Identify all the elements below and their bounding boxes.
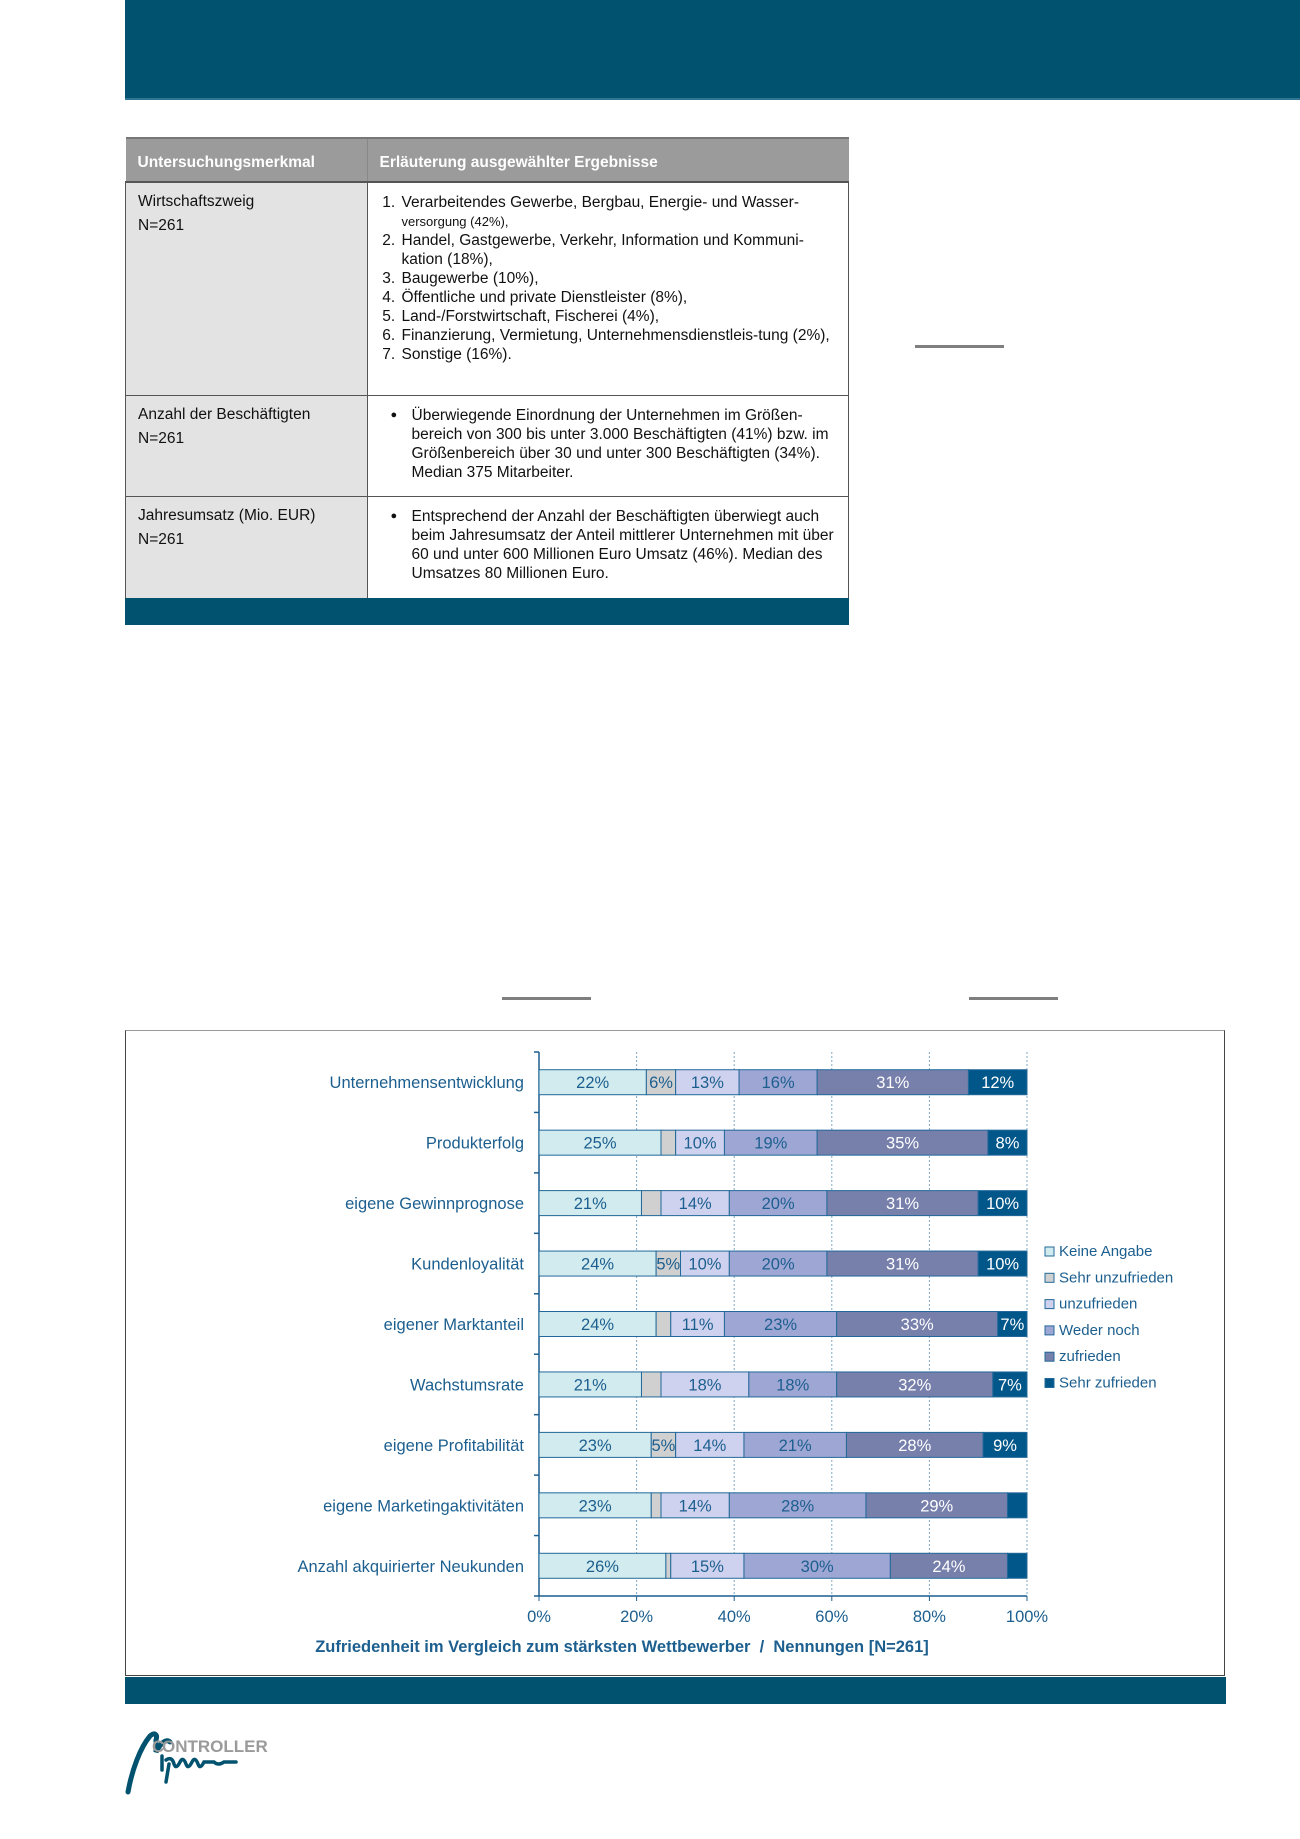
data-label: 22% (576, 1074, 610, 1093)
legend (1045, 1243, 1173, 1392)
bar-segment (656, 1312, 671, 1337)
data-label: 21% (573, 1195, 607, 1214)
data-label: 10% (986, 1195, 1020, 1214)
data-label: 5% (656, 1255, 681, 1274)
list-item: ● Überwiegende Einordnung der Unternehmen im Größen-bereich von 300 bis unter 3.000 Beschäftigten (41%) bzw. im Größenbereich über 30 und unter 300 Beschäftigten (34%). Median 375 Mitarbeiter. (412, 406, 837, 482)
data-label: 29% (920, 1497, 954, 1516)
legend-swatch (1045, 1379, 1054, 1388)
category-label: eigene Marketingaktivitäten (323, 1497, 524, 1516)
data-label: 5% (651, 1436, 676, 1455)
column-header-explanation: Erläuterung ausgewählter Ergebnisse (367, 138, 849, 182)
list-item: 2. Handel, Gastgewerbe, Verkehr, Information und Kommuni-kation (18%), (400, 231, 837, 269)
legend-label: Weder noch (1059, 1321, 1140, 1339)
data-label: 25% (583, 1134, 617, 1153)
category-label: Produkterfolg (425, 1134, 524, 1153)
data-label: 32% (898, 1376, 932, 1395)
legend-swatch (1045, 1273, 1054, 1282)
legend-label: zufrieden (1059, 1348, 1121, 1366)
data-label: 24% (581, 1255, 615, 1274)
data-label: 23% (764, 1316, 798, 1334)
legend-swatch (1045, 1352, 1054, 1361)
controller-magazin-logo (122, 1730, 282, 1800)
bar-segment (1007, 1553, 1027, 1578)
list-item: 7. Sonstige (16%). (400, 345, 837, 364)
legend-swatch (1045, 1247, 1054, 1256)
category-label: Wachstumsrate (409, 1376, 524, 1395)
data-label: 18% (776, 1376, 810, 1395)
data-label: 20% (761, 1255, 795, 1274)
data-label: 24% (932, 1557, 966, 1576)
data-label: 14% (693, 1436, 727, 1455)
data-label: 6% (649, 1074, 673, 1093)
data-label: 9% (993, 1436, 1017, 1455)
category-labels (297, 1074, 524, 1576)
x-tick-label: 100% (1005, 1608, 1049, 1626)
data-label: 10% (683, 1134, 717, 1153)
logo-script-icon (162, 1756, 236, 1770)
category-label: eigene Profitabilität (383, 1436, 524, 1455)
data-label: 30% (800, 1557, 834, 1576)
data-label: 10% (986, 1255, 1020, 1274)
data-label: 7% (1000, 1316, 1025, 1334)
legend-label: unzufrieden (1059, 1295, 1138, 1313)
x-tick-label: 20% (620, 1608, 654, 1626)
data-label: 31% (886, 1195, 920, 1214)
list-item: 5. Land-/Forstwirtschaft, Fischerei (4%), (400, 307, 837, 326)
legend-swatch (1045, 1326, 1054, 1335)
category-label: Unternehmensentwicklung (329, 1074, 524, 1093)
category-label: Anzahl akquirierter Neukunden (297, 1557, 524, 1576)
legend-label: Sehr unzufrieden (1059, 1269, 1174, 1287)
list-item: 4. Öffentliche und private Dienstleister (8%), (400, 288, 837, 307)
data-label: 11% (681, 1316, 714, 1334)
data-label: 35% (886, 1134, 920, 1153)
column-header-feature: Untersuchungsmerkmal (126, 138, 368, 182)
data-label: 24% (581, 1316, 615, 1334)
sample-size: N=261 (138, 530, 185, 548)
data-label: 23% (578, 1497, 612, 1516)
data-label: 7% (997, 1376, 1022, 1395)
category-label: eigener Marktanteil (383, 1316, 524, 1334)
data-label: 18% (688, 1376, 722, 1395)
category-label: Kundenloyalität (411, 1255, 524, 1274)
x-tick-label: 60% (815, 1608, 849, 1626)
data-label: 20% (761, 1195, 795, 1214)
data-label: 31% (886, 1255, 920, 1274)
data-label: 21% (778, 1436, 812, 1455)
list-item: 3. Baugewerbe (10%), (400, 269, 837, 288)
data-label: 10% (688, 1255, 722, 1274)
legend-label: Sehr zufrieden (1059, 1374, 1157, 1392)
bar-segment (661, 1130, 676, 1155)
logo-wordmark: ONTROLLER (162, 1737, 268, 1756)
data-label: 21% (573, 1376, 607, 1395)
bar-segment (641, 1191, 661, 1216)
list-item: 1. Verarbeitendes Gewerbe, Bergbau, Energie- und Wasser- versorgung (42%), (400, 193, 837, 231)
x-tick-label: 40% (717, 1608, 751, 1626)
x-tick-labels (527, 1608, 1048, 1626)
bars (539, 1070, 1027, 1579)
feature-name: Jahresumsatz (Mio. EUR) (138, 506, 316, 524)
feature-name: Anzahl der Beschäftigten (138, 405, 311, 423)
data-label: 15% (690, 1557, 724, 1576)
bar-segment (651, 1493, 661, 1518)
data-label: 13% (690, 1074, 724, 1093)
legend-label: Keine Angabe (1059, 1243, 1153, 1260)
data-label: 28% (781, 1497, 815, 1516)
data-label: 14% (678, 1195, 712, 1214)
logo-descender-icon (166, 1764, 169, 1782)
data-label: 26% (585, 1557, 619, 1576)
legend-swatch (1045, 1300, 1054, 1309)
data-label: 33% (900, 1316, 934, 1334)
data-label: 8% (995, 1134, 1020, 1153)
bar-segment (641, 1372, 661, 1397)
feature-name: Wirtschaftszweig (138, 193, 255, 210)
category-label: eigene Gewinnprognose (345, 1195, 524, 1214)
list-item: 6. Finanzierung, Vermietung, Unternehmensdienstleis-tung (2%), (400, 326, 837, 345)
x-tick-label: 0% (527, 1608, 551, 1626)
data-label: 16% (761, 1074, 795, 1093)
data-label: 28% (898, 1436, 932, 1455)
logo-initial: C (152, 1737, 165, 1756)
sample-size: N=261 (138, 217, 185, 234)
bar-segment (666, 1553, 671, 1578)
data-label: 19% (754, 1134, 788, 1153)
data-label: 31% (876, 1074, 910, 1093)
sample-size: N=261 (138, 429, 185, 447)
chart-footer-bar (125, 1677, 1226, 1704)
data-label: 12% (981, 1074, 1015, 1093)
bar-segment (1007, 1493, 1027, 1518)
data-label: 23% (578, 1436, 612, 1455)
x-axis-title: Zufriedenheit im Vergleich zum stärksten Wettbewerber / Nennungen [N=261] (315, 1638, 929, 1656)
data-label: 14% (678, 1497, 712, 1516)
x-tick-label: 80% (912, 1608, 946, 1626)
list-item: ● Entsprechend der Anzahl der Beschäftigten überwiegt auch beim Jahresumsatz der Anteil mittlerer Unternehmen mit über 60 und unter 600 Millionen Euro Umsatz (46%). Median des Umsatzes 80 Millionen Euro. (412, 507, 837, 583)
